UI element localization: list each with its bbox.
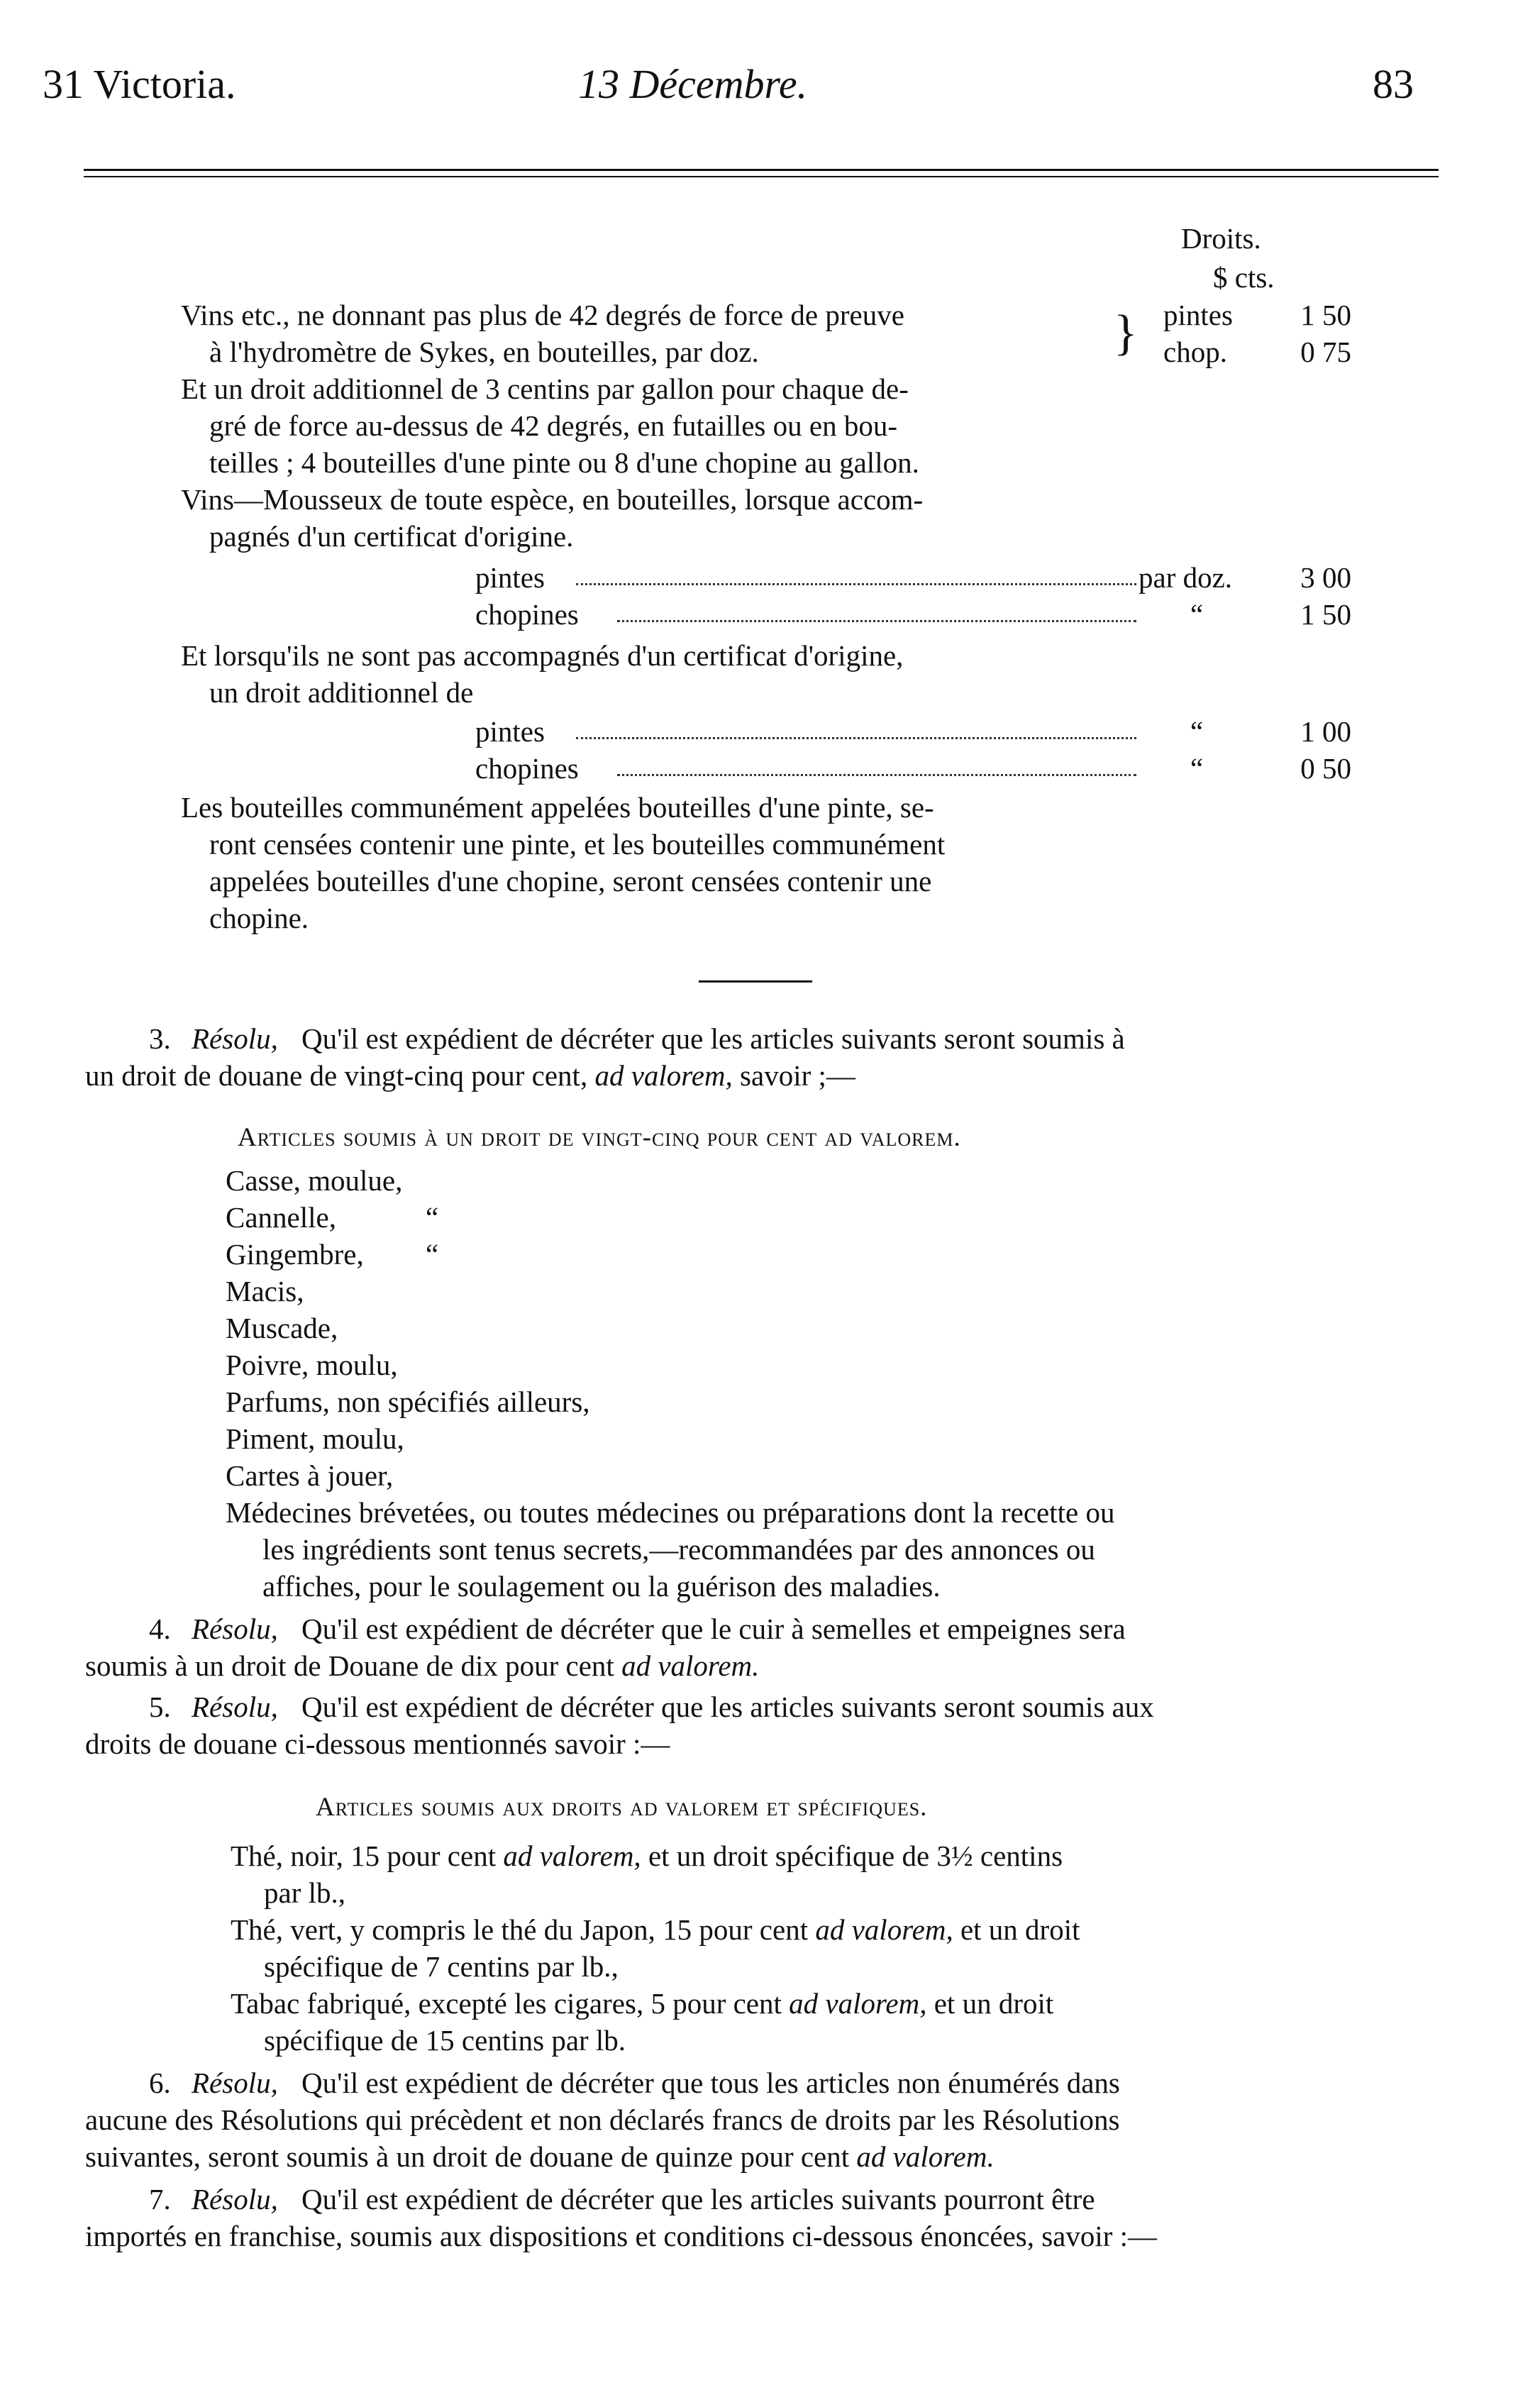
res3-item: Parfums, non spécifiés ailleurs, (226, 1385, 590, 1418)
pintes-label: pintes (475, 715, 545, 748)
res7-line-1: Qu'il est expédient de décréter que les articles suivants pourront être (301, 2183, 1095, 2215)
res6-num: 6. (149, 2067, 171, 2099)
ditto-mark: “ (1190, 715, 1204, 748)
res5-item-2-cont: spécifique de 7 centins par lb., (264, 1950, 619, 1983)
pintes-extra-value: 1 00 (1300, 715, 1351, 748)
res6-line-3: suivantes, seront soumis à un droit de douane de quinze pour cent ad valorem. (85, 2140, 995, 2173)
res5-resolu: Résolu, (192, 1691, 278, 1723)
res7-resolu: Résolu, (192, 2183, 278, 2215)
res3-item: affiches, pour le soulagement ou la guérison des maladies. (262, 1570, 941, 1603)
res5-item-1-cont: par lb., (264, 1876, 345, 1909)
res3-item: les ingrédients sont tenus secrets,—recommandées par des annonces ou (262, 1533, 1095, 1566)
res4-line-1: Qu'il est expédient de décréter que le cuir à semelles et empeignes sera (301, 1612, 1126, 1645)
res3-item: Piment, moulu, (226, 1422, 404, 1455)
res3-line-2: un droit de douane de vingt-cinq pour cent, ad valorem, savoir ;— (85, 1059, 855, 1092)
par-doz-label: par doz. (1139, 561, 1233, 594)
res4-resolu: Résolu, (192, 1612, 278, 1645)
column-heading-units: $ cts. (1213, 261, 1275, 294)
wine-noncert-1: Et lorsqu'ils ne sont pas accompagnés d'un certificat d'origine, (181, 639, 904, 672)
chopines-extra-value: 0 50 (1300, 752, 1351, 785)
res6-line-1: Qu'il est expédient de décréter que tous les articles non énumérés dans (301, 2067, 1120, 2099)
res3-item: Muscade, (226, 1312, 338, 1344)
wine-line-2: à l'hydromètre de Sykes, en bouteilles, par doz. (209, 336, 759, 368)
section-divider (699, 980, 812, 983)
wine-para-2: gré de force au-dessus de 42 degrés, en futailles ou en bou- (209, 409, 897, 442)
running-head-center: 13 Décembre. (578, 61, 808, 107)
ditto-mark: “ (1190, 598, 1204, 631)
wine-para-4: Vins—Mousseux de toute espèce, en bouteilles, lorsque accom- (181, 483, 924, 516)
wine-value-1: 1 50 (1300, 299, 1351, 331)
res7-num: 7. (149, 2183, 171, 2215)
wine-line-1: Vins etc., ne donnant pas plus de 42 degrés de force de preuve (181, 299, 904, 331)
wine-para-5: pagnés d'un certificat d'origine. (209, 520, 574, 553)
leader-dots (576, 583, 1136, 585)
res3-item: Médecines brévetées, ou toutes médecines ou préparations dont la recette ou (226, 1496, 1115, 1529)
res4-num: 4. (149, 1612, 171, 1645)
res3-heading: Articles soumis à un droit de vingt-cinq pour cent ad valorem. (238, 1123, 961, 1152)
res3-item: Macis, (226, 1275, 304, 1307)
res5-item-1: Thé, noir, 15 pour cent ad valorem, et un droit spécifique de 3½ centins (231, 1839, 1063, 1872)
page-number: 83 (1373, 61, 1414, 107)
res3-item: Cannelle, (226, 1201, 336, 1234)
chopines-value: 1 50 (1300, 598, 1351, 631)
brace: } (1114, 306, 1138, 360)
chopines-label: chopines (475, 752, 579, 785)
res5-line-1: Qu'il est expédient de décréter que les articles suivants seront soumis aux (301, 1691, 1154, 1723)
pintes-label: pintes (475, 561, 545, 594)
leader-dots (576, 737, 1136, 739)
header-rule (84, 169, 1439, 171)
wine-value-2: 0 75 (1300, 336, 1351, 368)
column-heading-droits: Droits. (1181, 222, 1261, 255)
wine-noncert-2: un droit additionnel de (209, 676, 474, 709)
res3-item: Casse, moulue, (226, 1164, 403, 1197)
wine-unit-1: pintes (1163, 299, 1233, 331)
res7-line-2: importés en franchise, soumis aux dispositions et conditions ci-dessous énoncées, savoir :— (85, 2220, 1158, 2252)
res5-item-2: Thé, vert, y compris le thé du Japon, 15 pour cent ad valorem, et un droit (231, 1913, 1080, 1946)
chopines-label: chopines (475, 598, 579, 631)
res3-item: Gingembre, (226, 1238, 364, 1271)
header-rule-thin (84, 176, 1439, 177)
res4-line-2: soumis à un droit de Douane de dix pour cent ad valorem. (85, 1649, 760, 1682)
pintes-value: 3 00 (1300, 561, 1351, 594)
bottle-note-4: chopine. (209, 902, 309, 934)
bottle-note-3: appelées bouteilles d'une chopine, seront censées contenir une (209, 865, 932, 897)
wine-para-3: teilles ; 4 bouteilles d'une pinte ou 8 d'une chopine au gallon. (209, 446, 919, 479)
running-head-left: 31 Victoria. (43, 61, 236, 107)
bottle-note-1: Les bouteilles communément appelées bouteilles d'une pinte, se- (181, 791, 934, 824)
ditto-mark: “ (1190, 752, 1204, 785)
res5-num: 5. (149, 1691, 171, 1723)
res3-line-1: Qu'il est expédient de décréter que les articles suivants seront soumis à (301, 1022, 1125, 1055)
res5-heading: Articles soumis aux droits ad valorem et spécifiques. (316, 1793, 928, 1822)
res5-item-3-cont: spécifique de 15 centins par lb. (264, 2024, 626, 2057)
res6-line-2: aucune des Résolutions qui précèdent et non déclarés francs de droits par les Résolutions (85, 2103, 1120, 2136)
res5-item-3: Tabac fabriqué, excepté les cigares, 5 pour cent ad valorem, et un droit (231, 1987, 1054, 2020)
wine-unit-2: chop. (1163, 336, 1227, 368)
res3-item: Cartes à jouer, (226, 1459, 394, 1492)
res5-line-2: droits de douane ci-dessous mentionnés savoir :— (85, 1727, 670, 1760)
res3-item: Poivre, moulu, (226, 1349, 398, 1381)
res3-num: 3. (149, 1022, 171, 1055)
ditto-mark: “ (426, 1238, 439, 1271)
ditto-mark: “ (426, 1201, 439, 1234)
leader-dots (617, 774, 1136, 776)
bottle-note-2: ront censées contenir une pinte, et les bouteilles communément (209, 828, 946, 861)
wine-para-1: Et un droit additionnel de 3 centins par gallon pour chaque de- (181, 372, 909, 405)
res6-resolu: Résolu, (192, 2067, 278, 2099)
leader-dots (617, 620, 1136, 622)
res3-resolu: Résolu, (192, 1022, 278, 1055)
